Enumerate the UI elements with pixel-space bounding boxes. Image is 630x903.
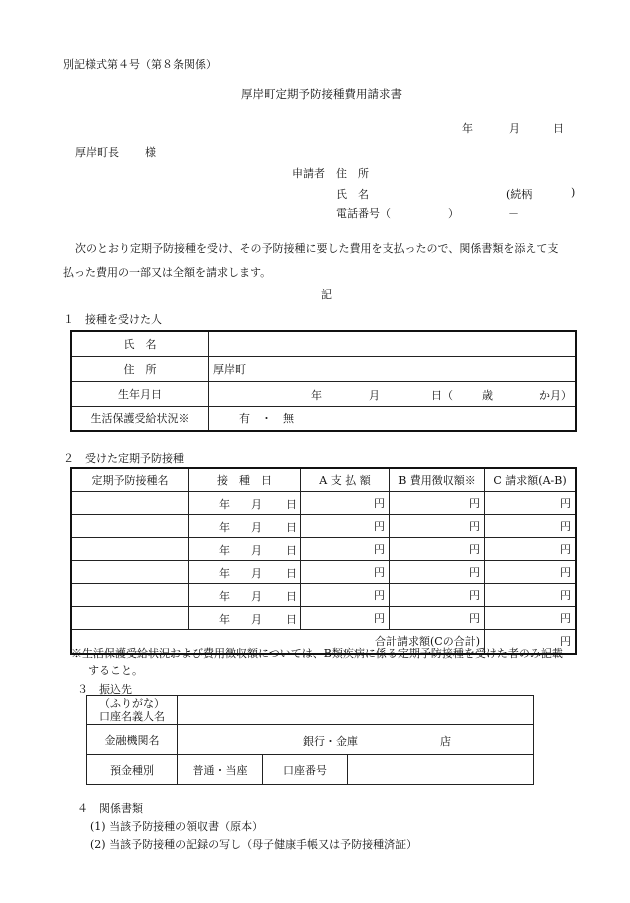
person-table [70,330,577,432]
paid-cell[interactable]: 円 [301,515,390,538]
dob-months: か月） [539,388,572,402]
phone-dash: － [508,207,519,220]
date-day-unit: 日 [286,544,297,557]
account-holder-value[interactable] [178,696,534,725]
person-name-label: 氏 名 [71,331,209,356]
date-day-unit: 日 [286,498,297,511]
vaccine-name-cell[interactable] [71,492,189,515]
applicant-name-label: 氏 名 [336,188,369,201]
date-month-unit: 月 [251,544,262,557]
date-year-unit: 年 [219,544,230,557]
account-no-label: 口座番号 [263,755,348,785]
branch-label: 店 [440,735,451,748]
note-line-1: ※生活保護受給状況および費用徴収額については、B類疾病に係る定期予防接種を受けた者のみ記載 [71,647,563,660]
vaccine-name-cell[interactable] [71,607,189,630]
claim-cell[interactable]: 円 [485,584,577,607]
date-year-unit: 年 [219,567,230,580]
table-row [71,515,576,538]
body-text-1: 次のとおり定期予防接種を受け、その予防接種に要した費用を支払ったので、関係書類を添えて支 [75,242,559,255]
date-month-unit: 月 [251,498,262,511]
table-row [71,538,576,561]
vaccination-table [70,467,577,655]
dob-day: 日（ [431,388,453,402]
addressee: 厚岸町長 [75,146,119,159]
document-item-2: (2) 当該予防接種の記録の写し（母子健康手帳又は予防接種済証） [90,838,418,851]
collected-cell[interactable]: 円 [390,584,485,607]
applicant-address-label: 住 所 [336,167,369,180]
table-row [71,607,576,630]
vaccine-date-cell[interactable] [189,607,301,630]
date-day-unit: 日 [286,613,297,626]
applicant-label: 申請者 [292,167,325,180]
relation-open: (続柄 [506,188,533,201]
dob-month: 月 [369,388,380,402]
table-row [71,561,576,584]
vaccine-date-cell[interactable] [189,515,301,538]
header-collected: B 費用徴収額※ [390,468,485,492]
dob-age: 歳 [482,388,493,402]
date-year-unit: 年 [219,498,230,511]
collected-cell[interactable]: 円 [390,515,485,538]
header-paid: A 支 払 額 [301,468,390,492]
date-day: 日 [553,122,564,135]
form-id: 別記様式第４号（第８条関係） [63,58,217,71]
header-date: 接 種 日 [189,468,301,492]
header-vaccine-name: 定期予防接種名 [71,468,189,492]
person-address-value[interactable]: 厚岸町 [209,356,577,381]
date-month-unit: 月 [251,613,262,626]
claim-cell[interactable]: 円 [485,561,577,584]
welfare-value[interactable]: 有 ・ 無 [209,406,577,431]
paid-cell[interactable]: 円 [301,584,390,607]
total-label: 合計請求額(Cの合計) [71,630,485,654]
ki-mark: 記 [321,288,332,301]
claim-cell[interactable]: 円 [485,538,577,561]
welfare-label: 生活保護受給状況※ [71,406,209,431]
header-claim: C 請求額(A-B) [485,468,577,492]
document-item-1: (1) 当該予防接種の領収書（原本） [90,820,264,833]
claim-cell[interactable]: 円 [485,607,577,630]
vaccine-name-cell[interactable] [71,584,189,607]
date-month-unit: 月 [251,590,262,603]
collected-cell[interactable]: 円 [390,538,485,561]
table-row [71,492,576,515]
date-year-unit: 年 [219,590,230,603]
furigana-label: （ふりがな） [99,697,165,710]
collected-cell[interactable]: 円 [390,492,485,515]
date-day-unit: 日 [286,521,297,534]
deposit-label: 預金種別 [87,755,178,785]
account-no-value[interactable] [348,755,534,785]
date-day-unit: 日 [286,567,297,580]
date-month: 月 [509,122,520,135]
page-title: 厚岸町定期予防接種費用請求書 [241,87,402,101]
bank-label: 金融機関名 [87,725,178,755]
date-year-unit: 年 [219,521,230,534]
date-month-unit: 月 [251,567,262,580]
vaccine-date-cell[interactable] [189,492,301,515]
table-row [71,584,576,607]
date-year: 年 [462,122,473,135]
collected-cell[interactable]: 円 [390,607,485,630]
dob-year: 年 [311,388,322,402]
claim-cell[interactable]: 円 [485,492,577,515]
relation-close: ) [571,186,576,199]
date-month-unit: 月 [251,521,262,534]
total-value[interactable]: 円 [485,630,577,654]
section3-heading: ３ 振込先 [77,683,132,696]
vaccine-name-cell[interactable] [71,561,189,584]
vaccine-name-cell[interactable] [71,538,189,561]
vaccine-name-cell[interactable] [71,515,189,538]
section2-heading: ２ 受けた定期予防接種 [63,452,184,465]
paid-cell[interactable]: 円 [301,607,390,630]
note-line-2: すること。 [88,664,143,677]
phone-label: 電話番号（ [336,207,391,220]
date-day-unit: 日 [286,590,297,603]
person-dob-value[interactable] [209,381,577,406]
paid-cell[interactable]: 円 [301,492,390,515]
account-holder-text: 口座名義人名 [99,710,165,723]
deposit-value[interactable]: 普通・当座 [178,755,263,785]
bank-table [86,695,534,785]
claim-cell[interactable]: 円 [485,515,577,538]
account-holder-label [87,696,178,725]
vaccine-date-cell[interactable] [189,561,301,584]
phone-close: ） [448,207,459,220]
section4-heading: ４ 関係書類 [77,802,143,815]
vaccine-date-cell[interactable] [189,584,301,607]
section1-heading: １ 接種を受けた人 [63,313,162,326]
paid-cell[interactable]: 円 [301,538,390,561]
bank-value[interactable] [178,725,534,755]
paid-cell[interactable]: 円 [301,561,390,584]
body-text-2: 払った費用の一部又は全額を請求します。 [63,266,272,279]
person-name-value[interactable] [209,331,577,356]
bank-type: 銀行・金庫 [303,735,358,748]
person-dob-label: 生年月日 [71,381,209,406]
date-year-unit: 年 [219,613,230,626]
vaccine-date-cell[interactable] [189,538,301,561]
person-address-label: 住 所 [71,356,209,381]
collected-cell[interactable]: 円 [390,561,485,584]
addressee-suffix: 様 [145,146,156,159]
